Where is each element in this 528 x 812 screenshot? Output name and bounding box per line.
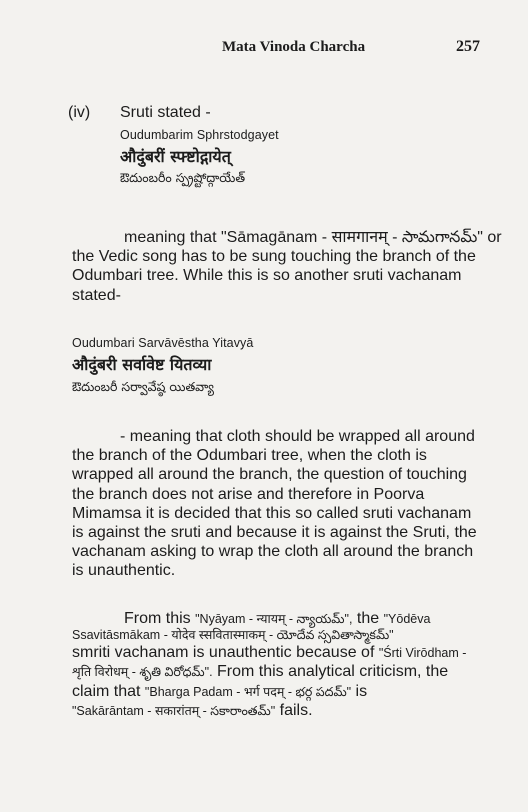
p3-text: the xyxy=(352,610,384,627)
paragraph-3-line-3 xyxy=(72,643,492,662)
srti-virodham-term: शृति विरोधम् - శృతి విరోధమ్". xyxy=(72,665,213,680)
paragraph-3-line-1 xyxy=(72,609,492,628)
yodeva-term: "Yōdēva xyxy=(383,612,431,626)
p3-text: smriti vachanam is unauthentic because of xyxy=(72,644,379,662)
running-title: Mata Vinoda Charcha xyxy=(222,39,366,55)
p3-text: From this xyxy=(124,610,196,627)
section-marker: (iv) xyxy=(68,104,91,121)
paragraph-3-line-5 xyxy=(72,682,492,701)
paragraph-1-line-3: Odumbari tree. While this is so another sruti vachanam xyxy=(72,267,462,285)
section-iv xyxy=(68,103,492,122)
quote-1-roman: Oudumbarim Sphrstodgayet xyxy=(120,128,279,142)
paragraph-1-line-4: stated- xyxy=(72,286,121,304)
quote-1 xyxy=(120,128,480,185)
p3-text: From this analytical criticism, the xyxy=(212,663,449,681)
paragraph-2-line-6: is against the sruti and because it is against the Sruti, the xyxy=(72,523,477,541)
paragraph-3-line-6 xyxy=(72,701,492,720)
srti-virodham-term: "Śrti Virōdham - xyxy=(378,646,467,661)
nyayam-term: "Nyāyam - न्यायम् - న్యాయమ్", xyxy=(195,612,353,626)
quote-1-devanagari: औदुंबरीं स्फ्ष्टोद्गायेत् xyxy=(120,147,231,166)
paragraph-2 xyxy=(72,427,492,581)
paragraph-3-line-2: Ssavitāsmākam - योदेव स्सवितास्माकम् - యోదేవ స్సవితాస్మాకమ్" xyxy=(72,628,394,643)
page-number: 257 xyxy=(456,38,480,55)
paragraph-1-line-2: the Vedic song has to be sung touching the branch of the xyxy=(72,248,476,266)
p3-text: claim that xyxy=(72,682,145,700)
bharga-padam-term: "Bharga Padam - भर्ग पदम् - భర్గ పదమ్" xyxy=(144,684,352,699)
paragraph-3 xyxy=(72,609,492,720)
paragraph-2-line-2: the branch of the Odumbari tree, when the cloth is xyxy=(72,447,427,465)
paragraph-2-line-4: the branch does not arise and therefore in Poorva xyxy=(72,485,425,503)
sruti-intro: Sruti stated - xyxy=(120,104,211,121)
paragraph-2-line-7: vachanam asking to wrap the cloth all around the branch xyxy=(72,543,474,561)
quote-1-telugu: ఔదుంబరీం స్ప్రష్టోద్గాయేత్ xyxy=(120,170,246,186)
paragraph-2-line-5: Mimamsa it is decided that this so called sruti vachanam xyxy=(72,504,472,522)
paragraph-1-line-1: meaning that "Sāmagānam - सामगानम् - సామగానమ్" or xyxy=(124,229,502,246)
p3-text: is xyxy=(351,682,368,700)
paragraph-3-line-4 xyxy=(72,662,492,681)
paragraph-2-line-8: is unauthentic. xyxy=(72,562,176,580)
paragraph-1 xyxy=(72,228,502,305)
sakarantam-term: "Sakārāntam - सकारांतम् - సకారాంతమ్" xyxy=(72,703,276,718)
p3-text: fails. xyxy=(275,701,313,719)
sruti-intro-line xyxy=(68,103,492,122)
paragraph-2-line-1: - meaning that cloth should be wrapped all around xyxy=(120,428,475,445)
quote-2-roman: Oudumbari Sarvāvēstha Yitavyā xyxy=(72,336,254,350)
quote-2-devanagari: औदुंबरी सर्वावेष्ट यितव्या xyxy=(72,355,212,374)
quote-2-telugu: ఔదుంబరీ సర్వావేష్ఠ యితవ్యా xyxy=(72,379,214,395)
quote-2 xyxy=(72,336,492,394)
paragraph-2-line-3: wrapped all around the branch, the question of touching xyxy=(72,466,467,484)
